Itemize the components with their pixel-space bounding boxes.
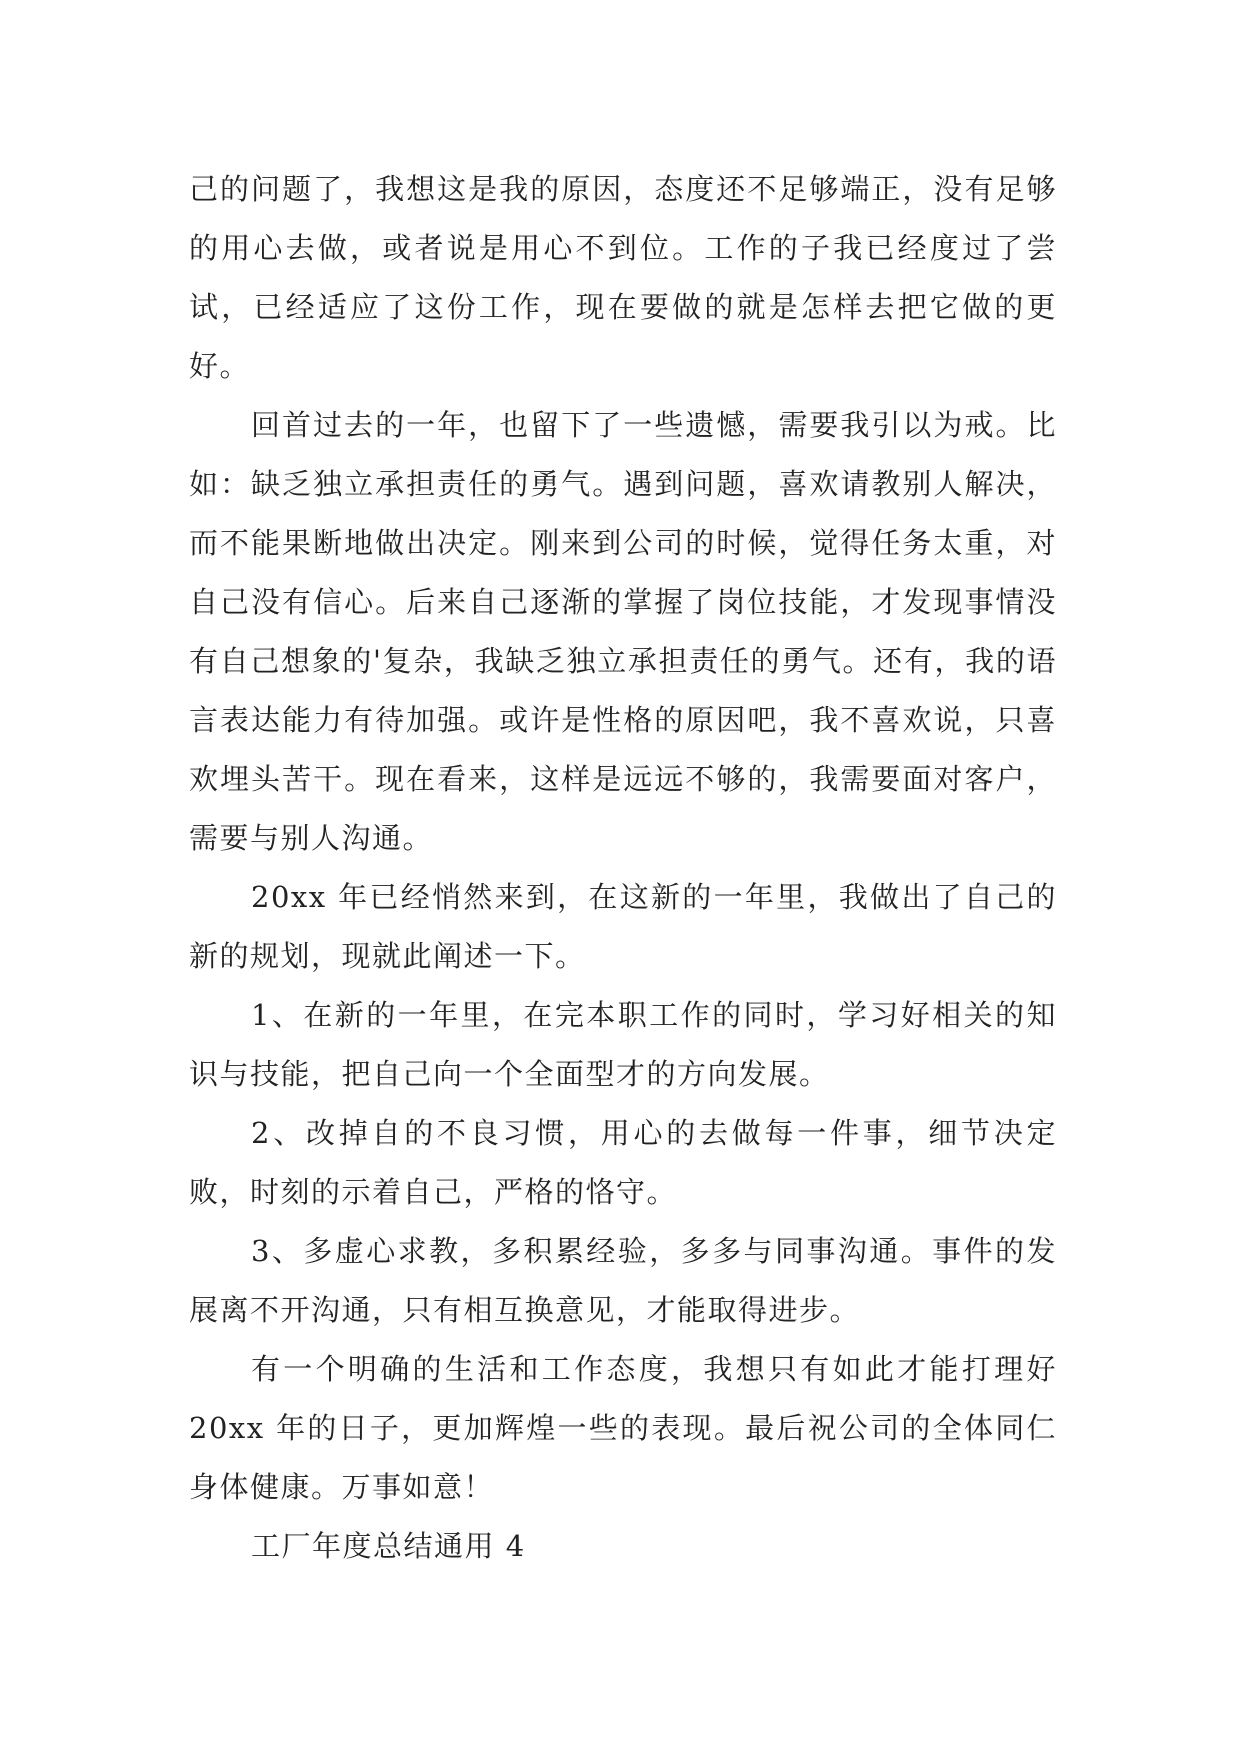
document-body xyxy=(189,160,1057,1576)
section-heading: 工厂年度总结通用 4 xyxy=(251,1529,526,1563)
paragraph-regrets: 回首过去的一年，也留下了一些遗憾，需要我引以为戒。比如：缺乏独立承担责任的勇气。遇到问题，喜欢请教别人解决，而不能果断地做出决定。刚来到公司的时候，觉得任务太重，对自己没有信心。后来自己逐渐的掌握了岗位技能，才发现事情没有自己想象的'复杂，我缺乏独立承担责任的勇气。还有，我的语言表达能力有待加强。或许是性格的原因吧，我不喜欢说，只喜欢埋头苦干。现在看来，这样是远远不够的，我需要面对客户，需要与别人沟通。 xyxy=(189,408,1057,855)
paragraph-new-year-plan: 20xx 年已经悄然来到，在这新的一年里，我做出了自己的新的规划，现就此阐述一下。 xyxy=(189,880,1057,973)
paragraph-plan-item-3: 3、多虚心求教，多积累经验，多多与同事沟通。事件的发展离不开沟通，只有相互换意见，才能取得进步。 xyxy=(189,1234,1057,1327)
paragraph-plan-item-2: 2、改掉自的不良习惯，用心的去做每一件事，细节决定败，时刻的示着自己，严格的恪守。 xyxy=(189,1116,1057,1209)
paragraph-plan-item-1: 1、在新的一年里，在完本职工作的同时，学习好相关的知识与技能，把自己向一个全面型才的方向发展。 xyxy=(189,998,1057,1091)
paragraph-closing: 有一个明确的生活和工作态度，我想只有如此才能打理好 20xx 年的日子，更加辉煌一些的表现。最后祝公司的全体同仁身体健康。万事如意！ xyxy=(189,1352,1057,1504)
paragraph-continuation: 己的问题了，我想这是我的原因，态度还不足够端正，没有足够的用心去做，或者说是用心不到位。工作的子我已经度过了尝试，已经适应了这份工作，现在要做的就是怎样去把它做的更好。 xyxy=(189,172,1057,383)
